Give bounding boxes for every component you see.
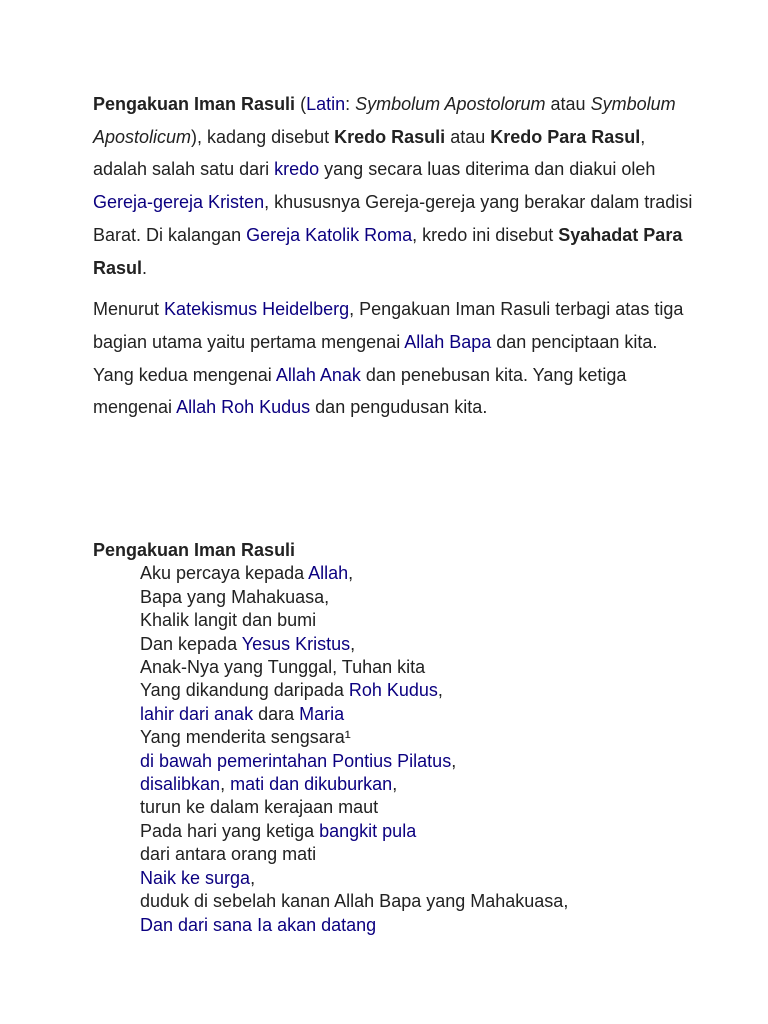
disalibkan-link[interactable]: disalibkan [140,774,221,795]
text: ( [295,94,307,114]
text: Pada hari yang ketiga [140,820,320,841]
creed-line: turun ke dalam kerajaan maut [140,797,379,818]
creed-title: Pengakuan Iman Rasuli [93,540,296,560]
text: atau [545,94,591,114]
creed-line: Bapa yang Mahakuasa, [140,586,330,607]
creed-line: Khalik langit dan bumi [140,610,317,631]
kredo-para-rasul-bold: Kredo Para Rasul [490,126,641,147]
latin-name-1: Symbolum Apostolorum [355,94,546,114]
text: . [142,257,148,278]
latin-link[interactable]: Latin [306,94,346,114]
creed-line [140,773,713,796]
text: atau [445,126,491,147]
katekismus-heidelberg-link[interactable]: Katekismus Heidelberg [164,299,350,320]
bangkit-pula-link[interactable]: bangkit pula [319,820,417,841]
text: , adalah salah satu dari [93,126,646,180]
text: , Pengakuan Iman Rasuli terbagi atas tiga bagian utama yaitu pertama mengenai [93,299,684,352]
intro-paragraph [93,88,693,284]
text: , [348,563,354,584]
gereja-katolik-roma-link[interactable]: Gereja Katolik Roma [246,224,413,245]
creed-line [140,867,713,890]
allah-roh-kudus-link[interactable]: Allah Roh Kudus [176,397,311,418]
creed-line [140,679,713,702]
pontius-pilatus-link[interactable]: di bawah pemerintahan Pontius Pilatus [140,750,452,771]
text: , kredo ini disebut [412,224,559,245]
text: , [220,774,231,795]
lahir-dari-anak-link[interactable]: lahir dari anak [140,703,254,724]
text: Aku percaya kepada [140,563,309,584]
creed-line: Yang menderita sengsara¹ [140,727,351,748]
text: , [451,750,457,771]
creed-line [140,562,713,585]
text: dara [253,703,300,724]
text: Menurut [93,299,165,320]
text: , [437,680,443,701]
text: , [350,633,356,654]
text: : [345,94,356,114]
text: yang secara luas diterima dan diakui oleh [319,159,656,180]
latin-name-2: Symbolum Apostolicum [93,94,676,147]
yesus-kristus-link[interactable]: Yesus Kristus [241,633,351,654]
creed-section [93,539,713,937]
text: dan penciptaan kita. Yang kedua mengenai [93,331,658,385]
text: dan pengudusan kita. [310,397,488,418]
allah-anak-link[interactable]: Allah Anak [275,364,361,385]
creed-line [140,914,713,937]
text: Dan kepada [140,633,242,654]
text: ), kadang disebut [191,126,335,147]
creed-line: dari antara orang mati [140,844,317,865]
mati-dikuburkan-link[interactable]: mati dan dikuburkan [230,774,393,795]
roh-kudus-link[interactable]: Roh Kudus [348,680,438,701]
text: , [250,867,256,888]
maria-link[interactable]: Maria [299,703,345,724]
text: , [392,774,398,795]
kredo-link[interactable]: kredo [274,159,320,180]
allah-link[interactable]: Allah [308,563,349,584]
creed-line: Anak-Nya yang Tunggal, Tuhan kita [140,657,426,678]
text: Yang dikandung daripada [140,680,349,701]
creed-line: duduk di sebelah kanan Allah Bapa yang Mahakuasa, [140,891,569,912]
kredo-rasuli-bold: Kredo Rasuli [334,126,446,147]
creed-line [140,633,713,656]
allah-bapa-link[interactable]: Allah Bapa [404,331,492,352]
syahadat-bold: Syahadat Para Rasul [93,224,683,278]
title-bold: Pengakuan Iman Rasuli [93,94,296,114]
text: , khususnya Gereja-gereja yang berakar dalam tradisi Barat. Di kalangan [93,192,693,245]
text: dan penebusan kita. Yang ketiga mengenai [93,364,627,418]
naik-ke-surga-link[interactable]: Naik ke surga [140,867,251,888]
creed-line [140,820,713,843]
heidelberg-paragraph [93,293,693,424]
creed-lines [93,562,713,937]
creed-line [140,703,713,726]
dari-sana-link[interactable]: Dan dari sana Ia akan datang [140,914,377,935]
gereja-kristen-link[interactable]: Gereja-gereja Kristen [93,192,265,213]
article-body [93,88,693,424]
creed-line [140,750,713,773]
